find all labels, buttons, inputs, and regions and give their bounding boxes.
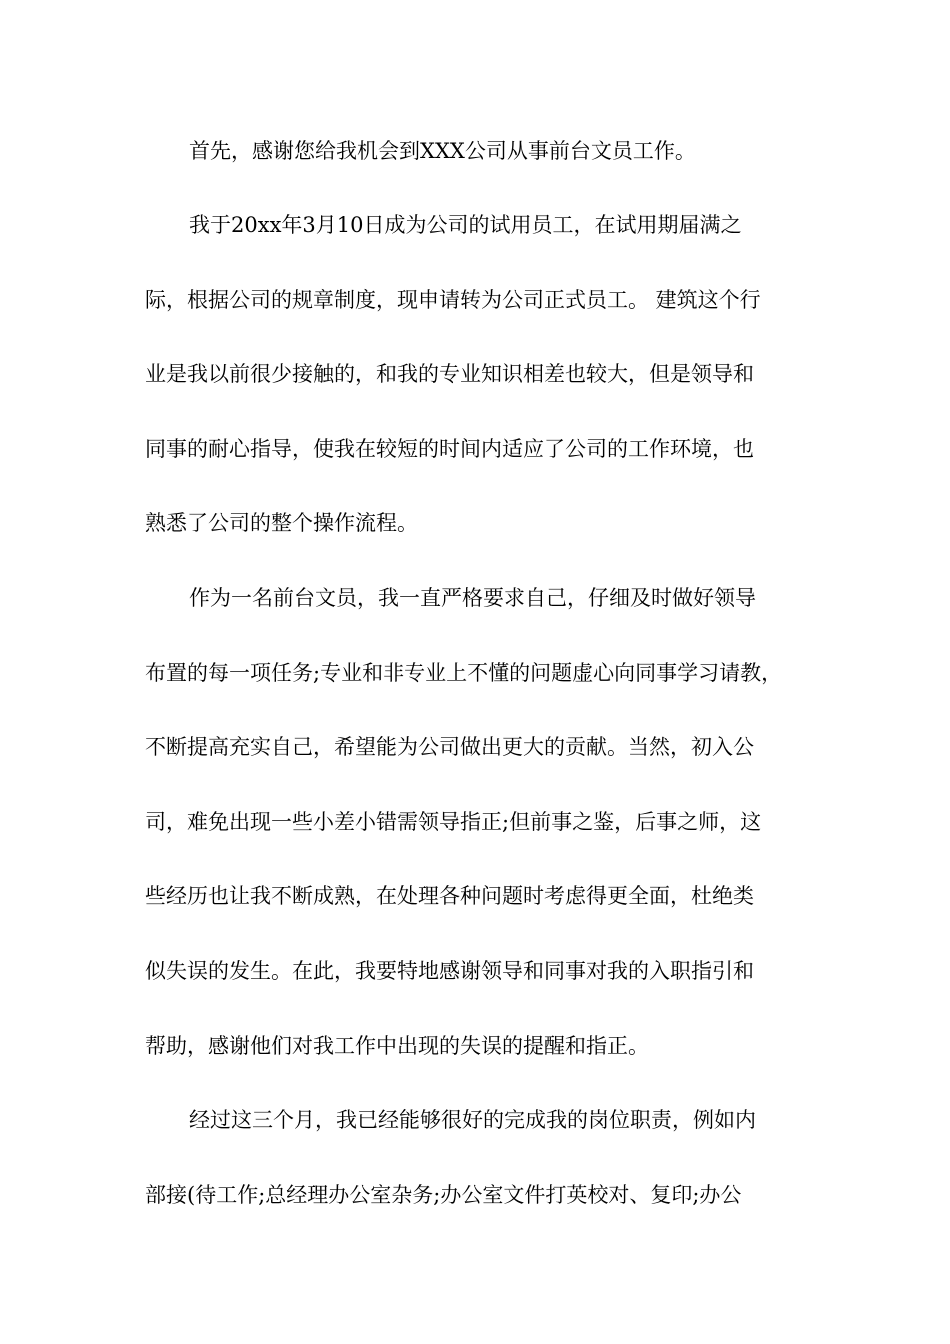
paragraph-3-line-4: 司，难免出现一些小差小错需领导指正;但前事之鉴，后事之师，这	[145, 810, 762, 834]
paragraph-3-line-5: 些经历也让我不断成熟，在处理各种问题时考虑得更全面，杜绝类	[145, 884, 754, 908]
paragraph-4-line-2: 部接(待工作;总经理办公室杂务;办公室文件打英校对、复印;办公	[145, 1183, 742, 1207]
paragraph-3-line-7: 帮助，感谢他们对我工作中出现的失误的提醒和指正。	[145, 1034, 649, 1058]
paragraph-2-line-1: 我于20xx年3月10日成为公司的试用员工，在试用期届满之	[189, 213, 742, 237]
paragraph-3-line-6: 似失误的发生。在此，我要特地感谢领导和同事对我的入职指引和	[145, 959, 754, 983]
paragraph-2-line-3: 业是我以前很少接触的，和我的专业知识相差也较大，但是领导和	[145, 362, 754, 386]
paragraph-4-line-1: 经过这三个月，我已经能够很好的完成我的岗位职责，例如内	[189, 1108, 756, 1132]
paragraph-2-line-2: 际，根据公司的规章制度，现申请转为公司正式员工。 建筑这个行	[145, 288, 761, 312]
paragraph-3-line-1: 作为一名前台文员，我一直严格要求自己，仔细及时做好领导	[189, 586, 756, 610]
paragraph-3-line-2: 布置的每一项任务;专业和非专业上不懂的问题虚心向同事学习请教，	[145, 661, 783, 685]
paragraph-2-line-4: 同事的耐心指导，使我在较短的时间内适应了公司的工作环境，也	[145, 437, 754, 461]
paragraph-3-line-3: 不断提高充实自己，希望能为公司做出更大的贡献。当然，初入公	[145, 735, 754, 759]
paragraph-2-line-5: 熟悉了公司的整个操作流程。	[145, 511, 418, 535]
paragraph-1-line-1: 首先，感谢您给我机会到XXX公司从事前台文员工作。	[189, 139, 696, 163]
